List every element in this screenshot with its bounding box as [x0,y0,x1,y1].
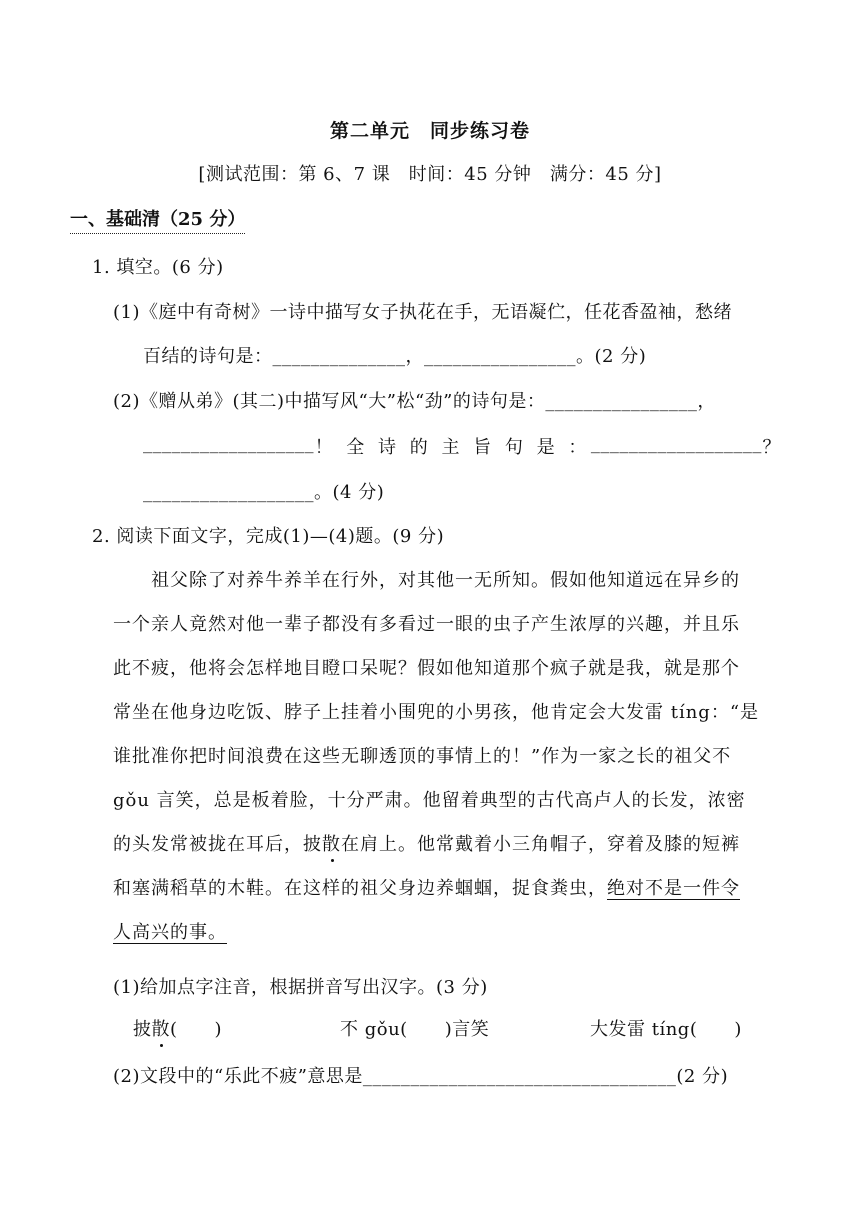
answer-blank: __________________ [143,433,314,454]
passage-line: 祖父除了对养牛养羊在行外，对其他一无所知。假如他知道远在异乡的 [151,570,740,591]
question-1-part-2-line-3: __________________。(4 分) [143,482,385,503]
pinyin-item-3: 大发雷 tíng( ) [590,1019,742,1040]
dotted-character: 散 [152,1015,171,1041]
subquestion-2: (2)文段中的“乐此不疲”意思是_________________________________(2 分) [113,1066,729,1087]
passage-line: gǒu 言笑，总是板着脸，十分严肃。他留着典型的古代高卢人的长发，浓密 [113,790,746,811]
pinyin-item-1 [133,1015,222,1041]
question-1-part-1-line-2: 百结的诗句是：______________，________________。(2 分) [143,346,647,367]
passage-text: 和塞满稻草的木鞋。在这样的祖父身边养蝈蝈，捉食粪虫， [113,878,607,899]
passage-text: 的头发常被拢在耳后，披 [113,834,322,855]
answer-blank: __________________ [590,433,762,454]
page-title: 第二单元 同步练习卷 [329,120,530,142]
theme-prompt: ！ 全 诗 的 主 旨 句 是 ： [314,437,591,458]
passage-line: 常坐在他身边吃饭、脖子上挂着小围兜的小男孩，他肯定会大发雷 tíng：“是 [113,702,760,723]
section-heading: 一、基础清（25 分） [70,205,245,234]
passage-text: 在肩上。他常戴着小三角帽子，穿着及膝的短裤 [341,834,740,855]
underlined-sentence: 人高兴的事。 [113,922,227,943]
passage-line: 此不疲，他将会怎样地目瞪口呆呢？假如他知道那个疯子就是我，就是那个 [113,658,740,679]
test-info: [测试范围：第 6、7 课 时间：45 分钟 满分：45 分] [198,164,662,185]
answer-parens: ( ) [170,1019,223,1040]
question-1-part-1-line-1: (1)《庭中有奇树》一诗中描写女子执花在手，无语凝伫，任花香盈袖，愁绪 [113,302,732,323]
passage-line [113,918,227,944]
question-2-header: 2. 阅读下面文字，完成(1)—(4)题。(9 分) [92,526,445,547]
subquestion-1-header: (1)给加点字注音，根据拼音写出汉字。(3 分) [113,977,488,998]
passage-line: 一个亲人竟然对他一辈子都没有多看过一眼的虫子产生浓厚的兴趣，并且乐 [113,614,740,635]
passage-line [113,874,740,900]
dotted-character: 散 [322,830,341,856]
pinyin-item-2: 不 gǒu( )言笑 [340,1019,490,1040]
question-1-header: 1. 填空。(6 分) [92,257,224,278]
question-1-part-2-line-2 [143,433,781,459]
underlined-sentence: 绝对不是一件令 [607,878,740,899]
question-mark: ？ [762,437,781,458]
passage-line [113,830,740,856]
question-1-part-2-line-1: (2)《赠从弟》(其二)中描写风“大”松“劲”的诗句是：________________， [113,391,716,412]
item-text: 披 [133,1019,152,1040]
passage-line: 谁批准你把时间浪费在这些无聊透顶的事情上的！”作为一家之长的祖父不 [113,746,732,767]
